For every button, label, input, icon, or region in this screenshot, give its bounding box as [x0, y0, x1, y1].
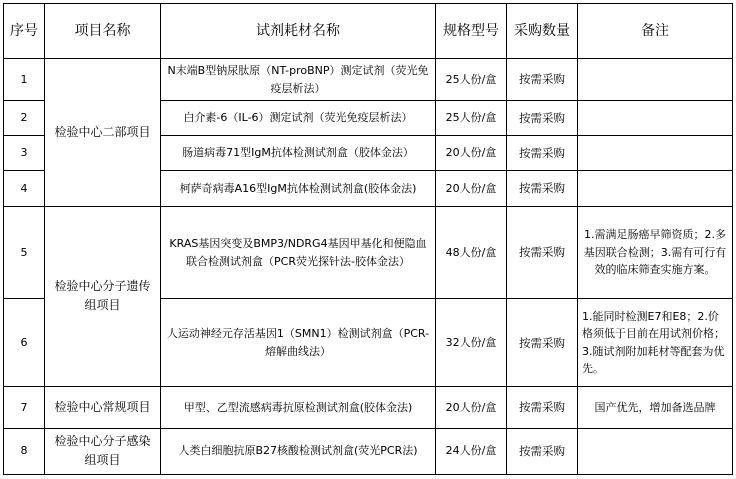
table-row: [4, 428, 733, 474]
header-spec: 规格型号: [436, 4, 507, 59]
notes-cell: 1.需满足肠癌早筛资质；2.多基因联合检测；3.需有可行有效的临床筛查实施方案。: [578, 206, 733, 299]
qty-cell: 按需采购: [507, 387, 578, 428]
header-qty: 采购数量: [507, 4, 578, 59]
row-index: 8: [4, 428, 45, 474]
notes-cell: 1.能同时检测E7和E8；2.价格须低于目前在用试剂价格；3.随试剂附加耗材等配套为优先。: [578, 299, 733, 387]
table-row: [4, 387, 733, 428]
project-group-cell: 检验中心二部项目: [45, 59, 161, 206]
table-row: [4, 206, 733, 299]
spec-cell: 20人份/盒: [436, 171, 507, 206]
spec-cell: 25人份/盒: [436, 100, 507, 135]
notes-cell: [578, 171, 733, 206]
reagent-name: 肠道病毒71型IgM抗体检测试剂盒（胶体金法）: [161, 136, 436, 171]
row-index: 5: [4, 206, 45, 299]
row-index: 4: [4, 171, 45, 206]
header-index: 序号: [4, 4, 45, 59]
reagent-name: KRAS基因突变及BMP3/NDRG4基因甲基化和便隐血联合检测试剂盒（PCR荧光探针法-胶体金法）: [161, 206, 436, 299]
header-reagent: 试剂耗材名称: [161, 4, 436, 59]
project-group-cell: 检验中心常规项目: [45, 387, 161, 428]
spec-cell: 20人份/盒: [436, 387, 507, 428]
procurement-table: [3, 3, 733, 475]
reagent-name: 甲型、乙型流感病毒抗原检测试剂盒(胶体金法): [161, 387, 436, 428]
row-index: 7: [4, 387, 45, 428]
reagent-name: N末端B型钠尿肽原（NT-proBNP）测定试剂（荧光免疫层析法）: [161, 59, 436, 100]
reagent-name: 人类白细胞抗原B27核酸检测试剂盒(荧光PCR法): [161, 428, 436, 474]
qty-cell: 按需采购: [507, 136, 578, 171]
qty-cell: 按需采购: [507, 299, 578, 387]
project-group-cell: 检验中心分子遗传组项目: [45, 206, 161, 387]
table-row: [4, 59, 733, 100]
notes-cell: [578, 428, 733, 474]
project-group-cell: 检验中心分子感染组项目: [45, 428, 161, 474]
header-notes: 备注: [578, 4, 733, 59]
row-index: 1: [4, 59, 45, 100]
row-index: 6: [4, 299, 45, 387]
row-index: 2: [4, 100, 45, 135]
qty-cell: 按需采购: [507, 171, 578, 206]
spec-cell: 48人份/盒: [436, 206, 507, 299]
notes-cell: [578, 100, 733, 135]
qty-cell: 按需采购: [507, 206, 578, 299]
spec-cell: 25人份/盒: [436, 59, 507, 100]
reagent-name: 白介素-6（IL-6）测定试剂（荧光免疫层析法）: [161, 100, 436, 135]
reagent-name: 柯萨奇病毒A16型IgM抗体检测试剂盒(胶体金法): [161, 171, 436, 206]
notes-cell: [578, 59, 733, 100]
header-row: [4, 4, 733, 59]
qty-cell: 按需采购: [507, 100, 578, 135]
qty-cell: 按需采购: [507, 59, 578, 100]
header-project: 项目名称: [45, 4, 161, 59]
spec-cell: 32人份/盒: [436, 299, 507, 387]
spec-cell: 24人份/盒: [436, 428, 507, 474]
row-index: 3: [4, 136, 45, 171]
notes-cell: [578, 136, 733, 171]
spec-cell: 20人份/盒: [436, 136, 507, 171]
reagent-name: 人运动神经元存活基因1（SMN1）检测试剂盒（PCR-熔解曲线法）: [161, 299, 436, 387]
qty-cell: 按需采购: [507, 428, 578, 474]
notes-cell: 国产优先，增加备选品牌: [578, 387, 733, 428]
